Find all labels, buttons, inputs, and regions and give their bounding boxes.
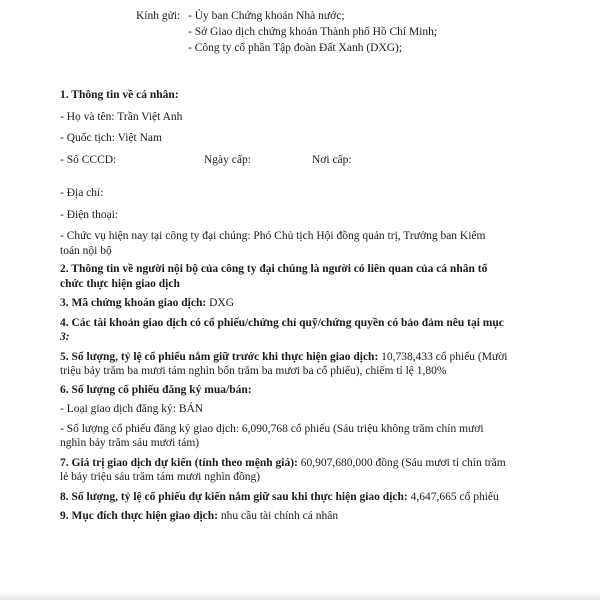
transaction-type-row: - Loại giao dịch đăng ký: BÁN	[60, 403, 204, 415]
document-body	[60, 80, 560, 524]
recipients-block	[136, 8, 437, 56]
recipient-3: - Công ty cổ phần Tập đoàn Đất Xanh (DXG);	[188, 42, 403, 54]
nationality-row: - Quốc tịch: Việt Nam	[60, 132, 162, 144]
id-label: - Số CCCD:	[60, 153, 117, 166]
scan-bottom-edge	[0, 592, 600, 600]
purpose-value: nhu cầu tài chính cá nhân	[220, 510, 339, 522]
nationality-value: Việt Nam	[117, 132, 162, 144]
section-4: 4. Các tài khoản giao dịch có cổ phiếu/chứng chỉ quỹ/chứng quyền có bảo đảm nêu tại mục 3:	[60, 316, 504, 343]
section-3: 3. Mã chứng khoán giao dịch: DXG	[60, 297, 235, 309]
holding-before-value: 10,738,433 cổ phiếu (Mười	[381, 350, 508, 363]
registered-quantity-row: - Số lượng cổ phiếu đăng ký giao dịch: 6,090,768 cổ phiếu (Sáu triệu không trăm chín mươi nghìn bảy trăm sáu mươi tám)	[60, 422, 484, 449]
section-1-heading: 1. Thông tin về cá nhân:	[60, 89, 179, 101]
section-2-heading: 2. Thông tin về người nội bộ của công ty đại chúng là người có liên quan của cá nhân tổ chức thực hiện giao dịch	[60, 263, 488, 290]
section-8: 8. Số lượng, tỷ lệ cổ phiếu dự kiến nắm giữ sau khi thực hiện giao dịch: 4,647,665 cổ phiếu	[60, 490, 499, 503]
recipient-1: - Ủy ban Chứng khoán Nhà nước;	[188, 10, 345, 22]
address-row: - Địa chỉ:	[60, 187, 104, 199]
transaction-value: 60,907,680,000 đồng (Sáu mươi tỉ chín trăm	[300, 456, 506, 469]
issue-date-label: Ngày cấp:	[204, 153, 251, 166]
position-row: - Chức vụ hiện nay tại công ty đại chúng: Phó Chủ tịch Hội đồng quản trị, Trưởng ban Kiểm toán nội bộ	[60, 230, 486, 257]
section-9: 9. Mục đích thực hiện giao dịch: nhu cầu tài chính cá nhân	[60, 510, 339, 522]
section-5: 5. Số lượng, tỷ lệ cổ phiếu nắm giữ trước khi thực hiện giao dịch: 10,738,433 cổ phiếu (Mười triệu bảy trăm ba mươi tám nghìn bốn trăm ba mươi ba cổ phiếu), chiếm tỉ lệ 1,80%	[60, 350, 508, 377]
recipients-label: Kính gửi:	[136, 10, 181, 22]
section-7: 7. Giá trị giao dịch dự kiến (tính theo mệnh giá): 60,907,680,000 đồng (Sáu mươi tỉ chín trăm lẻ bảy triệu sáu trăm tám mươi nghìn đồng)	[60, 456, 506, 483]
id-row	[60, 153, 560, 168]
issue-place-label: Nơi cấp:	[312, 153, 352, 166]
holding-after-value: 4,647,665 cổ phiếu	[410, 490, 499, 503]
recipient-2: - Sở Giao dịch chứng khoán Thành phố Hồ Chí Minh;	[188, 26, 438, 38]
full-name-row: - Họ và tên: Trần Việt Anh	[60, 110, 183, 123]
transaction-type-value: BÁN	[178, 403, 204, 415]
phone-row: - Điện thoại:	[60, 208, 119, 221]
stock-code-value: DXG	[209, 297, 235, 309]
full-name-value: Trần Việt Anh	[117, 110, 183, 123]
section-6-heading: 6. Số lượng cổ phiếu đăng ký mua/bán:	[60, 383, 252, 396]
